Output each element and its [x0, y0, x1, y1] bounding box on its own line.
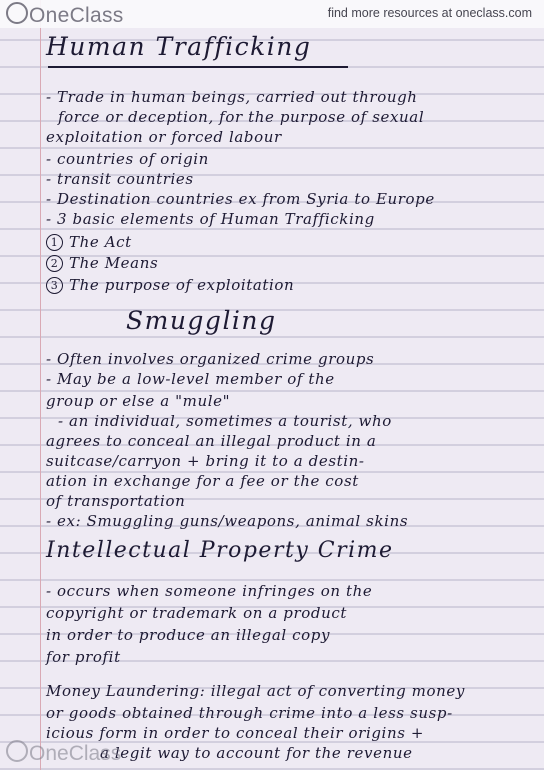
note-line: a legit way to account for the revenue	[100, 744, 413, 762]
element-label: The Act	[69, 233, 132, 251]
heading-smuggling: Smuggling	[126, 306, 277, 335]
element-item	[46, 233, 132, 251]
note-line: of transportation	[46, 492, 186, 510]
element-item	[46, 276, 294, 294]
number-circle: 2	[46, 255, 63, 272]
watermark-tagline[interactable]: find more resources at oneclass.com	[327, 6, 532, 20]
note-line: icious form in order to conceal their origins +	[46, 724, 425, 742]
bottom-logo-text: OneClass	[29, 742, 122, 765]
note-line: for profit	[46, 648, 121, 666]
note-line: in order to produce an illegal copy	[46, 626, 331, 644]
note-line: - Destination countries ex from Syria to Europe	[46, 190, 435, 208]
note-line: - Often involves organized crime groups	[46, 350, 375, 368]
note-line: copyright or trademark on a product	[46, 604, 347, 622]
watermark-bar	[0, 0, 544, 28]
note-line: - May be a low-level member of the	[46, 370, 335, 388]
margin-line	[40, 0, 41, 770]
note-line: group or else a "mule"	[46, 392, 231, 410]
element-item	[46, 254, 158, 272]
note-line: suitcase/carryon + bring it to a destin-	[46, 452, 365, 470]
logo-circle-icon	[6, 2, 28, 24]
number-circle: 3	[46, 277, 63, 294]
note-line: - an individual, sometimes a tourist, who	[58, 412, 392, 430]
note-line: - 3 basic elements of Human Trafficking	[46, 210, 375, 228]
note-line: - transit countries	[46, 170, 194, 188]
heading-intellectual-property: Intellectual Property Crime	[46, 538, 394, 563]
note-line: - Trade in human beings, carried out through	[46, 88, 418, 106]
element-label: The Means	[69, 254, 159, 272]
note-line: force or deception, for the purpose of sexual	[58, 108, 425, 126]
note-line: or goods obtained through crime into a less susp-	[46, 704, 453, 722]
note-line: - occurs when someone infringes on the	[46, 582, 373, 600]
note-line: - countries of origin	[46, 150, 209, 168]
number-circle: 1	[46, 234, 63, 251]
note-line: ation in exchange for a fee or the cost	[46, 472, 359, 490]
note-line: agrees to conceal an illegal product in a	[46, 432, 377, 450]
note-line: exploitation or forced labour	[46, 128, 282, 146]
note-line-money-laundering: Money Laundering: illegal act of converting money	[46, 682, 465, 700]
heading-underline	[48, 66, 348, 68]
oneclass-bottom-logo	[6, 740, 121, 766]
logo-circle-icon	[6, 740, 28, 762]
logo-text: OneClass	[29, 4, 124, 27]
element-label: The purpose of exploitation	[69, 276, 295, 294]
oneclass-logo[interactable]	[6, 2, 124, 28]
note-line: - ex: Smuggling guns/weapons, animal skins	[46, 512, 409, 530]
heading-human-trafficking: Human Trafficking	[46, 32, 312, 61]
